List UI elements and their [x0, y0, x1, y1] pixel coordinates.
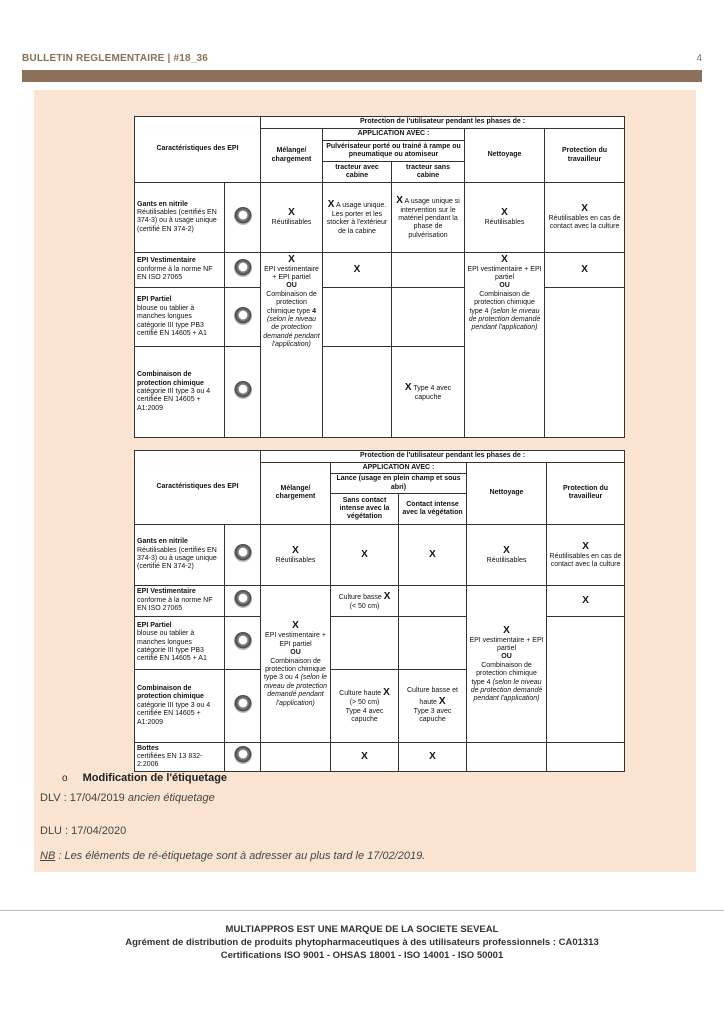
labeling-heading — [62, 772, 227, 784]
mix-italic: (selon le niveau de protection demandé pendant l'application) — [263, 315, 320, 349]
gloves-clean-mark-2: X — [503, 544, 510, 556]
gloves-desc-2: Réutilisables (certifiés EN 374-3) ou à usage unique (certifié EN 374-2) — [137, 546, 217, 571]
combo-c-mark: X — [438, 695, 446, 707]
clean-ou: OU — [499, 282, 510, 290]
vest-desc-2: conforme à la norme NF EN ISO 27065 — [137, 596, 213, 613]
gloves-title-2: Gants en nitrile — [137, 538, 188, 546]
gloves-pictogram — [225, 183, 261, 253]
combo-nc-text3: Type 4 avec capuche — [345, 707, 384, 724]
nb-line — [40, 850, 425, 862]
gloves-nocab-text: A usage unique si intervention sur le matériel pendant la phase de pulvérisation — [398, 197, 460, 239]
clean-text2: Combinaison de protection chimique type 4 — [469, 290, 535, 315]
gloves-mix-mark-2: X — [292, 544, 299, 556]
partial-title: EPI Partiel — [137, 296, 172, 304]
dlv-label: DLV : 17/04/2019 — [40, 792, 125, 804]
clean-italic-2: (selon le niveau de protection demandé pendant l'application) — [470, 678, 543, 703]
table-caption: Protection de l'utilisateur pendant les phases de : — [261, 117, 625, 129]
col-mix-2: Mélange/ chargement — [261, 462, 331, 524]
clean-italic: (selon le niveau de protection demandé pendant l'application) — [468, 307, 541, 332]
mix-ou: OU — [286, 282, 297, 290]
vest-title: EPI Vestimentaire — [137, 257, 196, 265]
col-characteristics-2: Caractéristiques des EPI — [135, 451, 261, 525]
mix-italic-2: (selon le niveau de protection demandé pendant l'application) — [263, 674, 328, 707]
table-caption-2: Protection de l'utilisateur pendant les phases de : — [261, 451, 625, 463]
coverall-icon-2 — [234, 695, 252, 713]
footer-line-1: MULTIAPPROS EST UNE MARQUE DE LA SOCIETE SEVEAL — [225, 924, 499, 935]
gloves-title: Gants en nitrile — [137, 200, 188, 208]
gloves-nc-mark: X — [361, 549, 368, 561]
vest-cab-mark: X — [353, 263, 361, 275]
combo-nc-text: Culture haute — [339, 690, 382, 698]
gloves-worker-mark-2: X — [582, 540, 589, 552]
vest-worker-mark-2: X — [582, 594, 589, 606]
combo-nc-text2: (> 50 cm) — [349, 699, 380, 707]
nb-text: : Les éléments de ré-étiquetage sont à adresser au plus tard le 17/02/2019. — [55, 850, 426, 862]
col-no-contact: Sans contact intense avec la végétation — [331, 494, 399, 525]
gloves-mix-text: Réutilisables — [271, 219, 312, 227]
vest-title-2: EPI Vestimentaire — [137, 588, 196, 596]
clean-mark-2: X — [503, 624, 510, 636]
gloves-clean-mark: X — [501, 207, 508, 219]
gloves-cab-mark: X — [327, 198, 335, 210]
coverall-icon — [234, 381, 252, 399]
nb-label: NB — [40, 850, 56, 862]
combo-desc-2: catégorie III type 3 ou 4 certifiée EN 14605 + A1:2009 — [137, 701, 211, 726]
col-cleaning: Nettoyage — [465, 128, 545, 182]
apron-icon-2 — [234, 632, 252, 650]
mix-text2: Combinaison de protection chimique type — [266, 290, 317, 315]
bullet-marker: o — [62, 773, 68, 784]
partial-desc-2: blouse ou tablier à manches longues catégorie III type PB3 certifié EN 14605 + A1 — [137, 630, 207, 663]
vest-worker-mark: X — [581, 263, 588, 275]
footer-line-3: Certifications ISO 9001 - OHSAS 18001 - ISO 14001 - ISO 50001 — [220, 950, 504, 961]
labeling-title: Modification de l'étiquetage — [82, 772, 228, 784]
col-mix: Mélange/ chargement — [261, 128, 323, 182]
gloves-desc: Réutilisables (certifiés EN 374-3) ou à usage unique (certifié EN 374-2) — [137, 208, 217, 233]
vest-nc-text2: (< 50 cm) — [349, 602, 380, 610]
combo-desc: catégorie III type 3 ou 4 certifiée EN 14605 + A1:2009 — [137, 387, 211, 412]
page-number: 4 — [696, 53, 702, 64]
mix-mark-2: X — [292, 620, 299, 632]
boots-nc-mark: X — [361, 751, 368, 763]
col-characteristics: Caractéristiques des EPI — [135, 117, 261, 183]
combo-nocab-text: Type 4 avec capuche — [413, 384, 452, 401]
col-worker-2: Protection du travailleur — [547, 462, 625, 524]
mix-text2-2: Combinaison de protection chimique type 3 ou 4 — [263, 657, 326, 682]
clothing-icon — [234, 259, 252, 277]
combo-title: Combinaison de protection chimique — [137, 371, 204, 387]
gloves-icon — [234, 207, 252, 225]
clean-text1-2: EPI vestimentaire + EPI partiel — [469, 636, 544, 653]
clothing-icon-2 — [234, 590, 252, 608]
combo-nc-mark: X — [383, 687, 390, 699]
content-panel — [34, 90, 696, 872]
application-header: APPLICATION AVEC : — [323, 128, 465, 140]
gloves-icon-2 — [234, 544, 252, 562]
vest-nc-mark: X — [383, 590, 391, 602]
dlv-line — [40, 792, 215, 804]
gloves-c-mark: X — [429, 549, 436, 561]
gloves-worker-text-2: Réutilisables en cas de contact avec la culture — [549, 552, 622, 569]
boots-desc: certifiées EN 13 832-2:2006 — [137, 752, 203, 769]
gloves-clean-text-2: Réutilisables — [486, 556, 527, 564]
clean-text1: EPI vestimentaire + EPI partiel — [467, 265, 542, 281]
dlu-line: DLU : 17/04/2020 — [40, 825, 127, 837]
partial-desc: blouse ou tablier à manches longues catégorie III type PB3 certifié EN 14605 + A1 — [137, 304, 207, 337]
mix-type: 4 — [312, 307, 317, 315]
clean-text2-2: Combinaison de protection chimique type 4 — [471, 661, 537, 686]
header-divider-bar — [22, 70, 702, 82]
footer-line-2: Agrément de distribution de produits phytopharmaceutiques à des utilisateurs professionnels : CA01313 — [125, 937, 599, 948]
mix-mark: X — [288, 253, 295, 265]
combo-title-2: Combinaison de protection chimique — [137, 685, 204, 701]
gloves-mix-mark: X — [288, 207, 295, 219]
mix-text1: EPI vestimentaire + EPI partiel — [264, 265, 319, 281]
col-tractor-cab: tracteur avec cabine — [323, 162, 392, 183]
gloves-worker-text: Réutilisables en cas de contact avec la culture — [548, 214, 621, 231]
boots-c-mark: X — [429, 751, 436, 763]
row-gloves-label — [135, 183, 225, 253]
col-worker: Protection du travailleur — [545, 128, 625, 182]
gloves-nocab-mark: X — [396, 194, 403, 206]
epi-table-sprayer — [134, 116, 624, 438]
gloves-worker-mark: X — [581, 202, 588, 214]
boots-title: Bottes — [137, 744, 159, 752]
combo-c-text2: Type 3 avec capuche — [413, 707, 452, 724]
combo-c-text: Culture basse et haute — [407, 687, 458, 706]
boots-icon — [234, 746, 252, 764]
document-header-title: BULLETIN REGLEMENTAIRE | #18_36 — [22, 53, 209, 64]
gloves-clean-text: Réutilisables — [484, 219, 525, 227]
dlv-note: ancien étiquetage — [127, 792, 215, 804]
footer-divider — [0, 910, 724, 911]
vest-desc: conforme à la norme NF EN ISO 27065 — [137, 265, 213, 282]
col-contact: Contact intense avec la végétation — [399, 494, 467, 525]
mix-text1-2: EPI vestimentaire + EPI partiel — [265, 632, 326, 648]
application-sub: Pulvérisateur porté ou trainé à rampe ou pneumatique ou atomiseur — [323, 140, 465, 161]
partial-title-2: EPI Partiel — [137, 621, 172, 629]
apron-icon — [234, 307, 252, 325]
gloves-mix-text-2: Réutilisables — [275, 556, 316, 564]
mix-ou-2: OU — [290, 649, 301, 657]
application-sub-2: Lance (usage en plein champ et sous abri) — [331, 474, 467, 494]
vest-nc-text: Culture basse — [338, 593, 382, 601]
application-header-2: APPLICATION AVEC : — [331, 462, 467, 474]
col-tractor-nocab: tracteur sans cabine — [392, 162, 465, 183]
clean-mark: X — [501, 253, 508, 265]
col-cleaning-2: Nettoyage — [467, 462, 547, 524]
epi-table-lance — [134, 450, 624, 772]
gloves-cab-text: A usage unique. Les porter et les stocker à l'extérieur de la cabine — [326, 201, 388, 235]
clean-ou-2: OU — [501, 653, 512, 661]
combo-nocab-mark: X — [404, 381, 412, 393]
